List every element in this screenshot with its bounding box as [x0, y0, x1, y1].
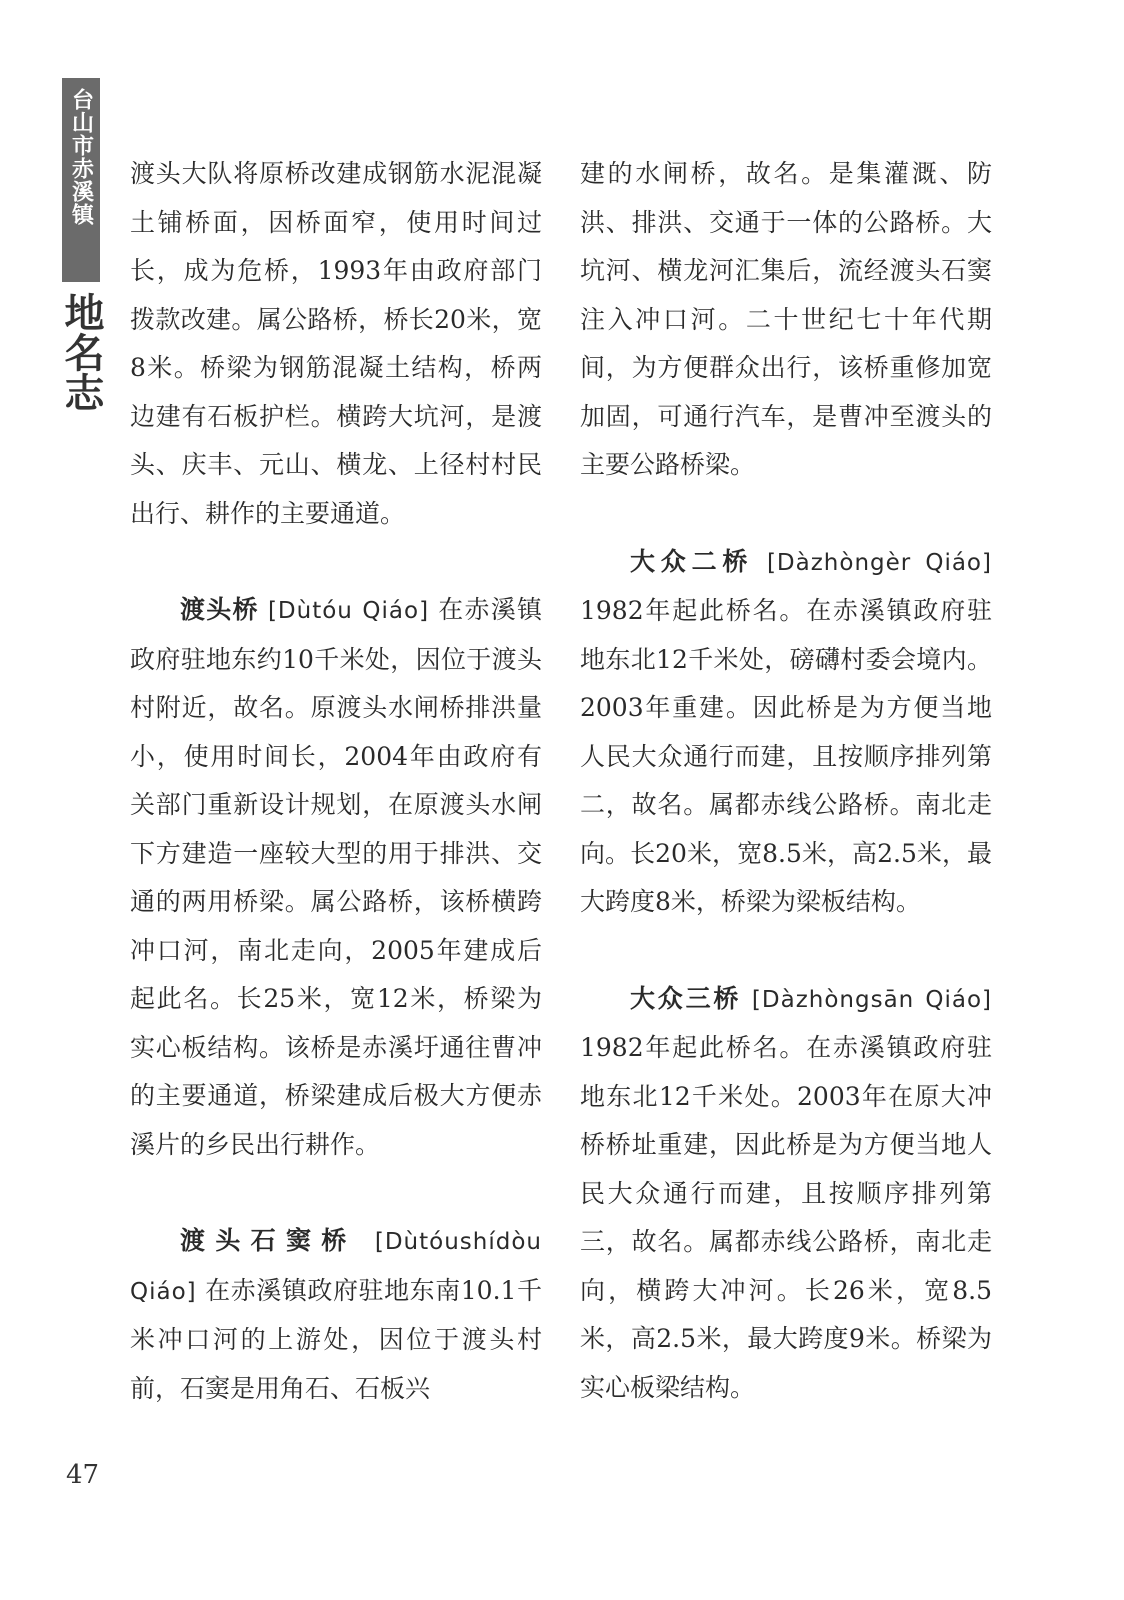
entry-name: 渡头桥 [180, 595, 259, 624]
right-column [580, 150, 992, 1412]
continued-paragraph: 渡头大队将原桥改建成钢筋水泥混凝土铺桥面，因桥面窄，使用时间过长，成为危桥，1993年由政府部门拨款改建。属公路桥，桥长20米，宽8米。桥梁为钢筋混凝土结构，桥两边建有石板护栏。横跨大坑河，是渡头、庆丰、元山、横龙、上径村村民出行、耕作的主要通道。 [130, 159, 542, 528]
entry-dutou-bridge [130, 586, 542, 1169]
entry-name: 大众三桥 [630, 983, 742, 1013]
entry-name: 渡头石窦桥 [180, 1226, 357, 1255]
entry-text: 1982年起此桥名。在赤溪镇政府驻地东北12千米处。2003年在原大冲桥桥址重建，因此桥是为方便当地人民大众通行而建，且按顺序排列第三，故名。属都赤线公路桥，南北走向，横跨大冲河。长26米，宽8.5米，高2.5米，最大跨度9米。桥梁为实心板梁结构。 [580, 1033, 992, 1402]
entry-dutou-shidou-bridge [130, 1217, 542, 1413]
entry-pinyin: [Dàzhòngsān Qiáo] [751, 986, 992, 1013]
continued-paragraph: 建的水闸桥，故名。是集灌溉、防洪、排洪、交通于一体的公路桥。大坑河、横龙河汇集后，流经渡头石窦注入冲口河。二十世纪七十年代期间，为方便群众出行，该桥重修加宽加固，可通行汽车，是曹冲至渡头的主要公路桥梁。 [580, 159, 992, 479]
page-number: 47 [66, 1460, 100, 1490]
entry-text: 在赤溪镇政府驻地东约10千米处，因位于渡头村附近，故名。原渡头水闸桥排洪量小，使用时间长，2004年由政府有关部门重新设计规划，在原渡头水闸下方建造一座较大型的用于排洪、交通的两用桥梁。属公路桥，该桥横跨冲口河，南北走向，2005年建成后起此名。长25米，宽12米，桥梁为实心板结构。该桥是赤溪圩通往曹冲的主要通道，桥梁建成后极大方便赤溪片的乡民出行耕作。 [130, 595, 542, 1159]
entry-text: 1982年起此桥名。在赤溪镇政府驻地东北12千米处，磅礴村委会境内。2003年重建。因此桥是为方便当地人民大众通行而建，且按顺序排列第二，故名。属都赤线公路桥。南北走向。长20米，宽8.5米，高2.5米，最大跨度8米，桥梁为梁板结构。 [580, 596, 992, 916]
entry-pinyin: [Dùtóushídòu Qiáo] [130, 1229, 542, 1305]
left-column [130, 150, 542, 1413]
entry-dazhong-third-bridge [580, 975, 992, 1413]
entry-dazhong-second-bridge [580, 538, 992, 927]
entry-pinyin: [Dàzhòngèr Qiáo] [766, 549, 992, 576]
chapter-tab: 台山市赤溪镇 [62, 78, 100, 282]
entry-text: 在赤溪镇政府驻地东南10.1千米冲口河的上游处，因位于渡头村前，石窦是用角石、石板兴 [130, 1275, 542, 1403]
entry-name: 大众二桥 [630, 546, 754, 576]
entry-pinyin: [Dùtóu Qiáo] [267, 598, 430, 624]
book-title: 地名志 [58, 292, 104, 412]
